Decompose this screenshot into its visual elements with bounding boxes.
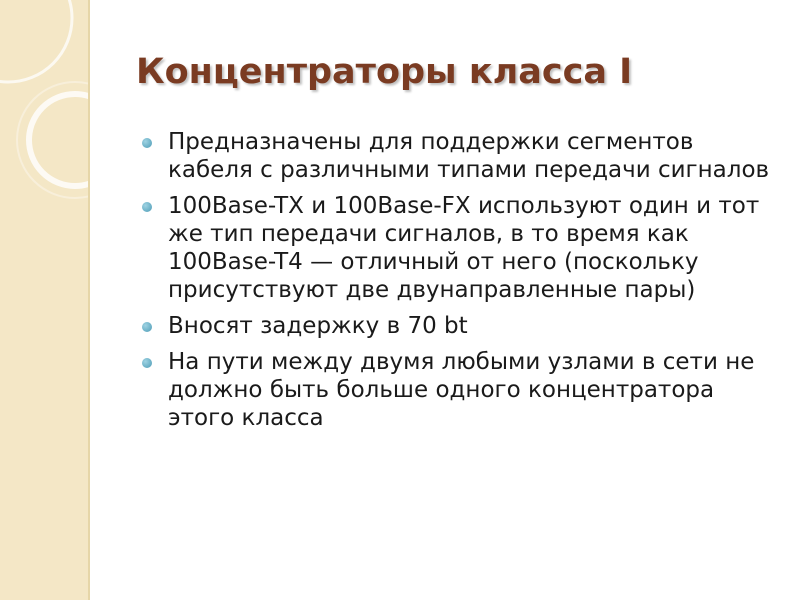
decorative-circle-middle — [29, 94, 88, 186]
bullet-dot-icon — [142, 358, 152, 368]
bullet-item — [140, 348, 780, 432]
bullet-item — [140, 128, 780, 184]
bullet-dot-icon — [142, 138, 152, 148]
bullet-dot-icon — [142, 202, 152, 212]
slide-title: Концентраторы класса I — [136, 52, 633, 92]
decorative-circles — [0, 0, 88, 600]
bullet-item — [140, 192, 780, 304]
decorative-side-band — [0, 0, 90, 600]
bullet-list — [140, 128, 780, 440]
bullet-item — [140, 312, 780, 340]
bullet-text: На пути между двумя любыми узлами в сети не должно быть больше одного концентратора этого класса — [168, 349, 755, 431]
bullet-dot-icon — [142, 322, 152, 332]
bullet-text: Вносят задержку в 70 bt — [168, 313, 468, 339]
bullet-text: Предназначены для поддержки сегментов кабеля с различными типами передачи сигналов — [168, 129, 770, 183]
decorative-circle-top — [0, 0, 72, 82]
bullet-text: 100Base-TX и 100Base-FX используют один и тот же тип передачи сигналов, в то время как 100Base-T4 — отличный от него (поскольку присутствуют две двунаправленные пары) — [168, 193, 760, 303]
